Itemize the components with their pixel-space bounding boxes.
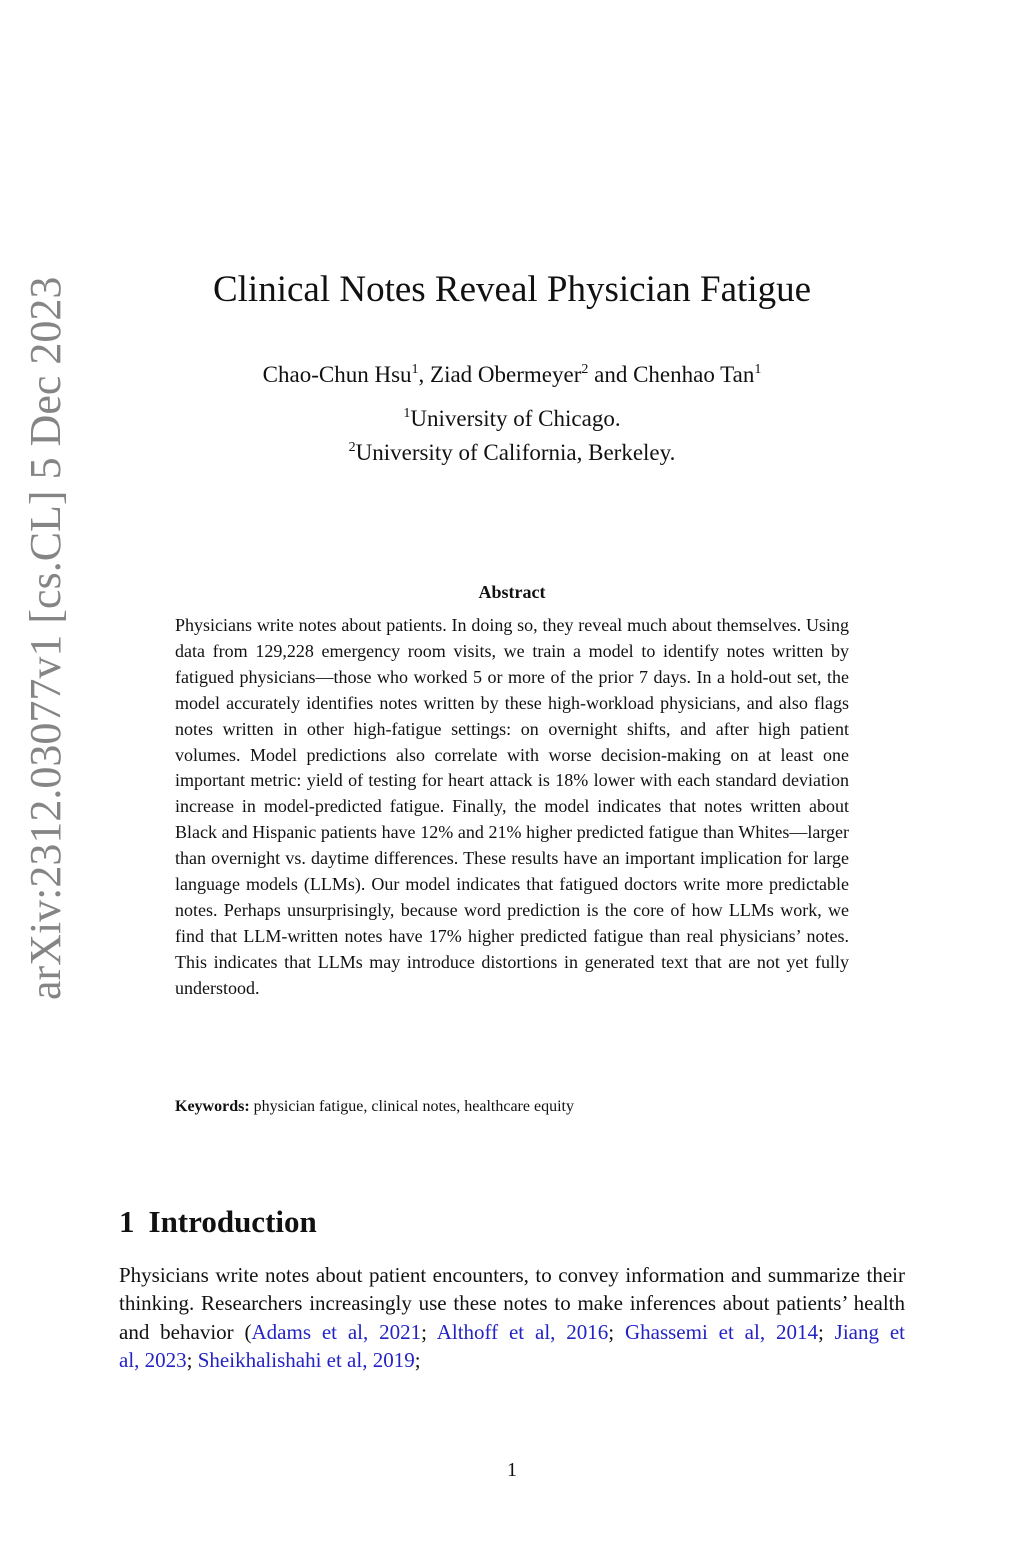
citation-trailing: ; <box>414 1347 421 1372</box>
citation-separator: ; <box>817 1319 835 1344</box>
citation-link[interactable]: Ghassemi et al, 2014 <box>624 1319 818 1344</box>
author-list <box>100 360 924 390</box>
arxiv-identifier: arXiv:2312.03077v1 [cs.CL] 5 Dec 2023 <box>21 276 70 1000</box>
abstract-body: Physicians write notes about patients. In doing so, they reveal much about themselves. Using data from 129,228 emergency room visits, we train a model to identify notes written by fatigued physicians—those who worked 5 or more of the prior 7 days. In a hold-out set, the model accurately identifies notes written by these high-workload physicians, and also flags notes written in other high-fatigue settings: on overnight shifts, and after high patient volumes. Model predictions also correlate with worse decision-making on at least one important metric: yield of testing for heart attack is 18% lower with each standard deviation increase in model-predicted fatigue. Finally, the model indicates that notes written about Black and Hispanic patients have 12% and 21% higher predicted fatigue than Whites—larger than overnight vs. daytime differences. These results have an important implication for large language models (LLMs). Our model indicates that fatigued doctors write more predictable notes. Perhaps unsurprisingly, because word prediction is the core of how LLMs work, we find that LLM-written notes have 17% higher predicted fatigue than real physicians’ notes. This indicates that LLMs may introduce distortions in generated text that are not yet fully understood. <box>175 615 849 998</box>
author-name: Chenhao Tan <box>633 362 755 387</box>
author-separator: and <box>588 362 634 387</box>
citation-separator: ; <box>186 1347 198 1372</box>
section-heading <box>119 1202 317 1242</box>
affiliation <box>100 438 924 468</box>
citation-link[interactable]: Sheikhalishahi et al, 2019 <box>197 1347 415 1372</box>
author-name: Chao-Chun Hsu <box>262 362 412 387</box>
page-number: 1 <box>507 1459 517 1481</box>
paragraph-text: Physicians write notes about patient encounters, to convey information and summarize their thinking. Researchers increasingly use these notes to make inferences about patients’ health and behavior ( <box>119 1263 905 1344</box>
keywords-list: physician fatigue, clinical notes, healthcare equity <box>253 1098 574 1115</box>
author-affiliation-mark: 2 <box>581 362 589 377</box>
paper-title: Clinical Notes Reveal Physician Fatigue <box>212 269 812 310</box>
keywords-label: Keywords: <box>175 1098 250 1115</box>
introduction-paragraph <box>119 1261 905 1374</box>
section-number: 1 <box>119 1204 135 1239</box>
citation-separator: ; <box>421 1319 437 1344</box>
author-affiliation-mark: 1 <box>411 362 419 377</box>
keywords <box>175 1096 849 1118</box>
affiliation-name: University of California, Berkeley. <box>355 440 676 465</box>
citation-link[interactable]: Adams et al, 2021 <box>251 1319 422 1344</box>
abstract-heading: Abstract <box>478 582 546 602</box>
author-name: Ziad Obermeyer <box>430 362 582 387</box>
affiliation-mark: 1 <box>403 406 411 421</box>
citation-link[interactable]: Jiang et al, 2023 <box>119 1319 905 1372</box>
affiliation-mark: 2 <box>348 440 356 455</box>
author-separator: , <box>418 362 431 387</box>
affiliation-name: University of Chicago. <box>410 406 621 431</box>
citation-separator: ; <box>608 1319 625 1344</box>
citation-link[interactable]: Althoff et al, 2016 <box>436 1319 609 1344</box>
section-title: Introduction <box>148 1204 317 1239</box>
affiliation <box>100 404 924 434</box>
author-affiliation-mark: 1 <box>754 362 762 377</box>
